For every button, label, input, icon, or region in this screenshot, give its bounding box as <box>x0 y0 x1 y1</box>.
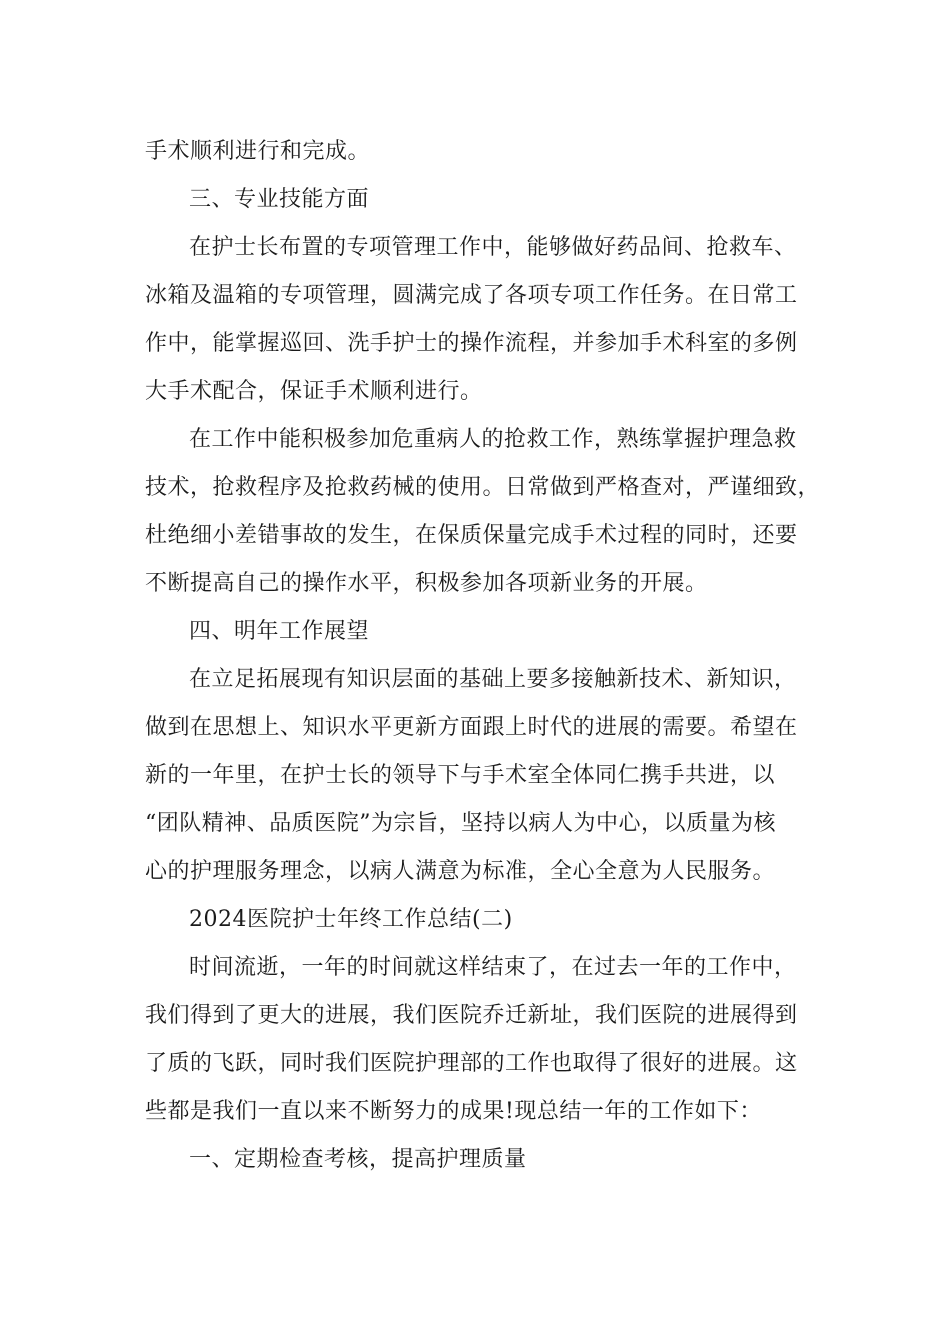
paragraph-line: 新的一年里，在护士长的领导下与手术室全体同仁携手共进，以 <box>145 763 776 788</box>
paragraph-line: 不断提高自己的操作水平，积极参加各项新业务的开展。 <box>145 571 708 596</box>
paragraph-line: 了质的飞跃，同时我们医院护理部的工作也取得了很好的进展。这 <box>145 1051 798 1076</box>
paragraph-line: 时间流逝，一年的时间就这样结束了，在过去一年的工作中， <box>189 955 797 980</box>
paragraph-line: 在护士长布置的专项管理工作中，能够做好药品间、抢救车、 <box>189 235 797 260</box>
paragraph-line: 杜绝细小差错事故的发生，在保质保量完成手术过程的同时，还要 <box>145 523 798 548</box>
paragraph-line: “团队精神、品质医院”为宗旨，坚持以病人为中心，以质量为核 <box>145 811 776 836</box>
paragraph-line: 冰箱及温箱的专项管理，圆满完成了各项专项工作任务。在日常工 <box>145 283 798 308</box>
paragraph-line: 在工作中能积极参加危重病人的抢救工作，熟练掌握护理急救 <box>189 427 797 452</box>
paragraph-line: 作中，能掌握巡回、洗手护士的操作流程，并参加手术科室的多例 <box>145 331 798 356</box>
paragraph-line: 技术，抢救程序及抢救药械的使用。日常做到严格查对，严谨细致， <box>145 475 821 500</box>
paragraph-line: 手术顺利进行和完成。 <box>145 139 371 164</box>
paragraph-line: 我们得到了更大的进展，我们医院乔迁新址，我们医院的进展得到 <box>145 1003 798 1028</box>
paragraph-line: 大手术配合，保证手术顺利进行。 <box>145 379 483 404</box>
section-heading: 一、定期检查考核，提高护理质量 <box>189 1147 527 1172</box>
section-heading: 三、专业技能方面 <box>189 187 370 212</box>
paragraph-line: 在立足拓展现有知识层面的基础上要多接触新技术、新知识， <box>189 667 797 692</box>
document-title: 2024医院护士年终工作总结(二) <box>189 907 513 932</box>
paragraph-line: 些都是我们一直以来不断努力的成果!现总结一年的工作如下： <box>145 1099 762 1124</box>
section-heading: 四、明年工作展望 <box>189 619 370 644</box>
paragraph-line: 心的护理服务理念，以病人满意为标准，全心全意为人民服务。 <box>145 859 776 884</box>
paragraph-line: 做到在思想上、知识水平更新方面跟上时代的进展的需要。希望在 <box>145 715 798 740</box>
